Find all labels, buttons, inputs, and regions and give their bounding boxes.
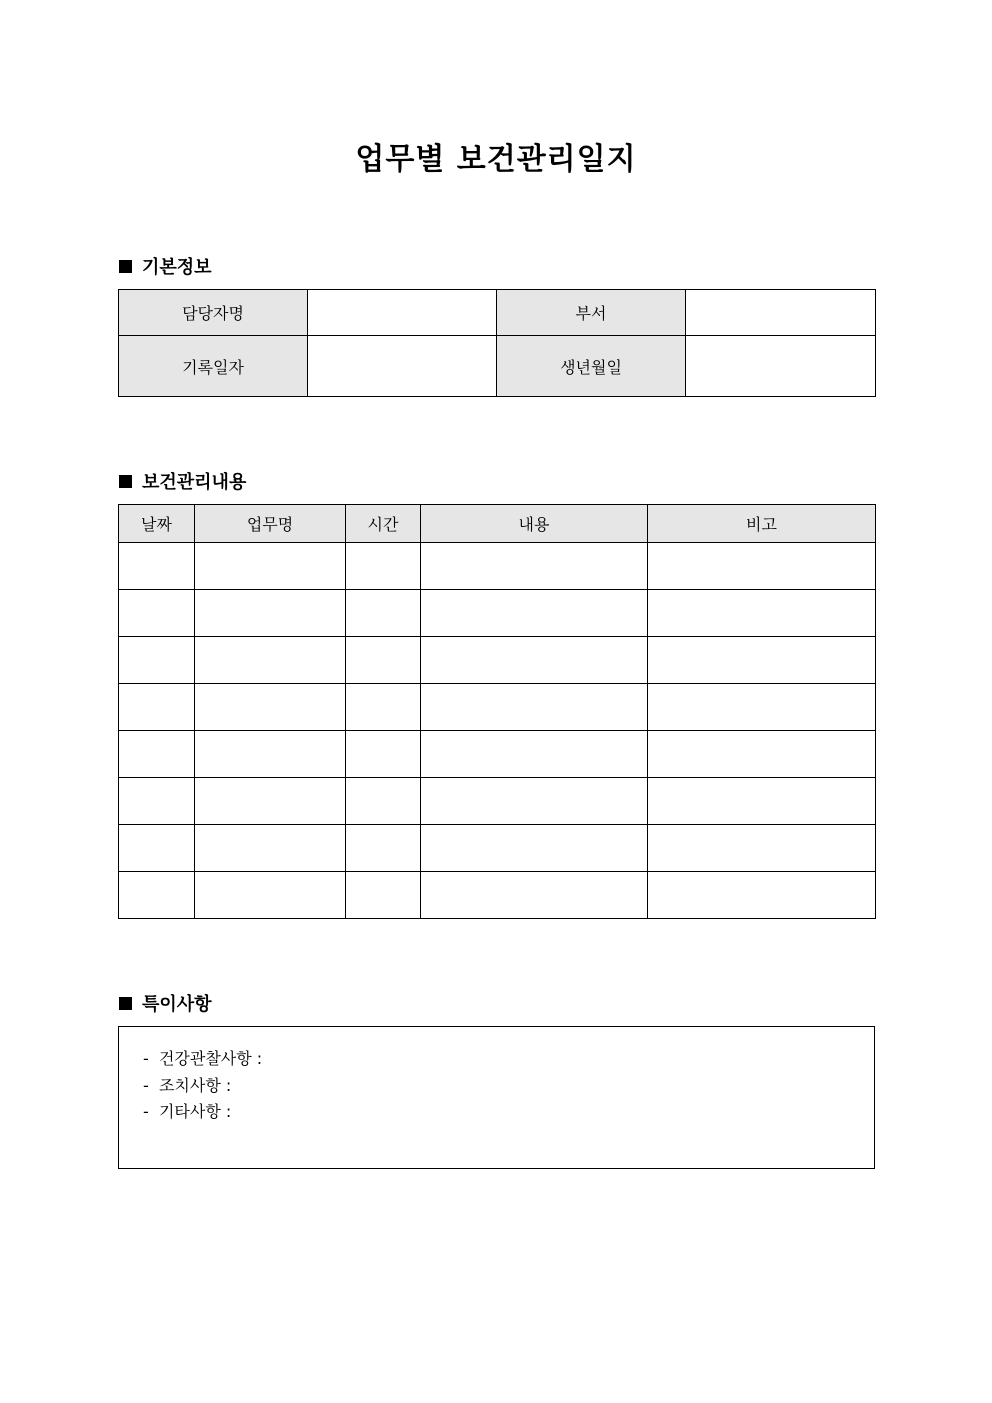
table-row <box>119 590 876 637</box>
note-cell[interactable] <box>648 872 876 919</box>
manager-name-field[interactable] <box>308 290 497 336</box>
time-cell[interactable] <box>346 590 421 637</box>
table-header-row <box>119 505 876 543</box>
time-cell[interactable] <box>346 825 421 872</box>
content-cell[interactable] <box>421 872 648 919</box>
basic-info-heading <box>119 253 212 279</box>
task-cell[interactable] <box>195 872 346 919</box>
date-cell[interactable] <box>119 778 195 825</box>
date-cell[interactable] <box>119 637 195 684</box>
note-cell[interactable] <box>648 825 876 872</box>
task-cell[interactable] <box>195 778 346 825</box>
remark-action-taken: - 조치사항 : <box>143 1075 232 1095</box>
remarks-box[interactable] <box>118 1026 875 1169</box>
content-cell[interactable] <box>421 778 648 825</box>
content-cell[interactable] <box>421 590 648 637</box>
department-field[interactable] <box>686 290 876 336</box>
remark-health-observation: - 건강관찰사항 : <box>143 1049 263 1068</box>
page-title: 업무별 보건관리일지 <box>355 142 637 177</box>
remark-other: - 기타사항 : <box>143 1102 232 1121</box>
table-row <box>119 825 876 872</box>
column-header-note: 비고 <box>648 505 876 543</box>
table-row <box>119 684 876 731</box>
birth-date-label: 생년월일 <box>497 336 686 397</box>
basic-info-heading-label: 기본정보 <box>142 257 212 278</box>
record-date-label: 기록일자 <box>119 336 308 397</box>
task-cell[interactable] <box>195 637 346 684</box>
remarks-heading-label: 특이사항 <box>142 994 212 1015</box>
content-cell[interactable] <box>421 684 648 731</box>
remarks-list <box>143 1046 262 1126</box>
task-cell[interactable] <box>195 543 346 590</box>
time-cell[interactable] <box>346 731 421 778</box>
time-cell[interactable] <box>346 778 421 825</box>
task-cell[interactable] <box>195 590 346 637</box>
note-cell[interactable] <box>648 731 876 778</box>
manager-name-label: 담당자명 <box>119 290 308 336</box>
square-bullet-icon <box>119 475 132 488</box>
remarks-heading <box>119 990 212 1016</box>
square-bullet-icon <box>119 997 132 1010</box>
record-date-field[interactable] <box>308 336 497 397</box>
table-row <box>119 290 876 336</box>
table-row <box>119 778 876 825</box>
date-cell[interactable] <box>119 825 195 872</box>
task-cell[interactable] <box>195 731 346 778</box>
task-cell[interactable] <box>195 825 346 872</box>
column-header-content: 내용 <box>421 505 648 543</box>
note-cell[interactable] <box>648 543 876 590</box>
birth-date-field[interactable] <box>686 336 876 397</box>
table-row <box>119 543 876 590</box>
date-cell[interactable] <box>119 872 195 919</box>
date-cell[interactable] <box>119 590 195 637</box>
square-bullet-icon <box>119 260 132 273</box>
column-header-time: 시간 <box>346 505 421 543</box>
note-cell[interactable] <box>648 590 876 637</box>
note-cell[interactable] <box>648 778 876 825</box>
content-cell[interactable] <box>421 543 648 590</box>
basic-info-table <box>118 289 876 397</box>
table-row <box>119 637 876 684</box>
table-row <box>119 336 876 397</box>
table-row <box>119 872 876 919</box>
note-cell[interactable] <box>648 637 876 684</box>
time-cell[interactable] <box>346 543 421 590</box>
column-header-task: 업무명 <box>195 505 346 543</box>
content-cell[interactable] <box>421 731 648 778</box>
task-cell[interactable] <box>195 684 346 731</box>
date-cell[interactable] <box>119 731 195 778</box>
department-label: 부서 <box>497 290 686 336</box>
content-cell[interactable] <box>421 825 648 872</box>
column-header-date: 날짜 <box>119 505 195 543</box>
health-log-table <box>118 504 876 919</box>
date-cell[interactable] <box>119 684 195 731</box>
time-cell[interactable] <box>346 872 421 919</box>
health-log-heading <box>119 468 246 494</box>
time-cell[interactable] <box>346 684 421 731</box>
health-log-heading-label: 보건관리내용 <box>142 472 247 493</box>
note-cell[interactable] <box>648 684 876 731</box>
date-cell[interactable] <box>119 543 195 590</box>
time-cell[interactable] <box>346 637 421 684</box>
content-cell[interactable] <box>421 637 648 684</box>
table-row <box>119 731 876 778</box>
